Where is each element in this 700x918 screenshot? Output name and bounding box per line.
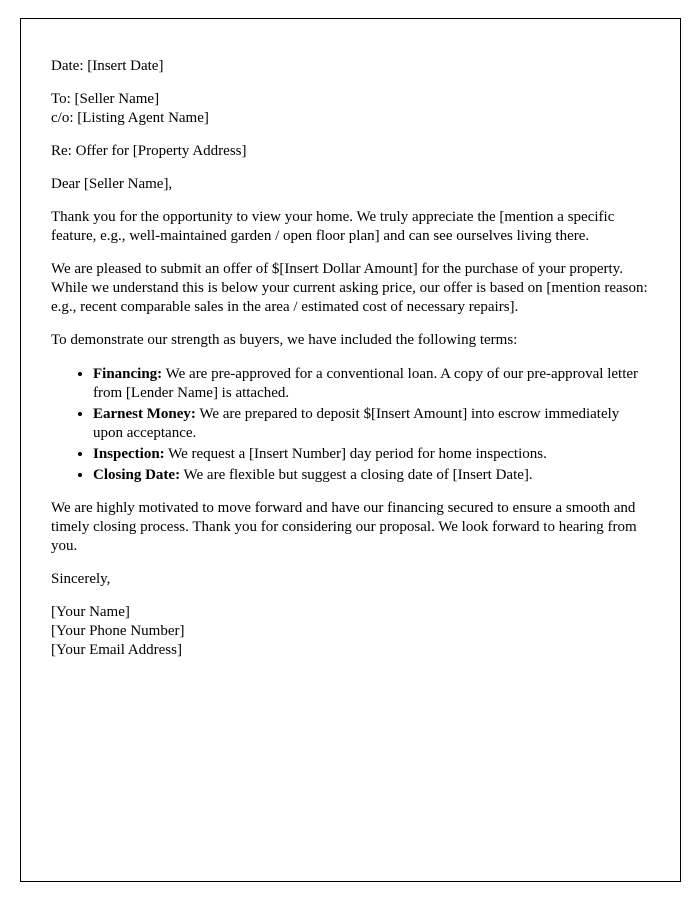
paragraph-offer: We are pleased to submit an offer of $[Insert Dollar Amount] for the purchase of your property. While we understand this is below your current asking price, our offer is based on [mention reason: e.g., recent comparable sales in the area / estimated cost of necessary repairs]. xyxy=(51,261,648,316)
valediction: Sincerely, xyxy=(51,570,111,587)
signature-name: [Your Name] xyxy=(51,603,130,620)
term-item-earnest-money xyxy=(93,405,650,443)
care-of-line: c/o: [Listing Agent Name] xyxy=(51,110,209,127)
paragraph-terms-lead: To demonstrate our strength as buyers, we have included the following terms: xyxy=(51,332,518,349)
paragraph-closing: We are highly motivated to move forward and have our financing secured to ensure a smooth and timely closing process. Thank you for considering our proposal. We look forward to hearing from you. xyxy=(51,499,637,554)
term-label: Closing Date: xyxy=(93,466,181,483)
date-line: Date: [Insert Date] xyxy=(51,58,164,74)
signature-phone: [Your Phone Number] xyxy=(51,623,185,640)
date-block xyxy=(51,57,650,76)
term-text: We are flexible but suggest a closing date of [Insert Date]. xyxy=(180,466,533,483)
term-text: We request a [Insert Number] day period for home inspections. xyxy=(164,445,547,462)
term-text: We are pre-approved for a conventional loan. A copy of our pre-approval letter from [Lender Name] is attached. xyxy=(93,365,639,401)
salutation: Dear [Seller Name], xyxy=(51,176,173,193)
term-label: Earnest Money: xyxy=(93,405,196,422)
paragraph-intro: Thank you for the opportunity to view your home. We truly appreciate the [mention a specific feature, e.g., well-maintained garden / open floor plan] and can see ourselves living there. xyxy=(51,209,615,245)
term-item-closing-date xyxy=(93,466,650,485)
to-line: To: [Seller Name] xyxy=(51,91,160,108)
terms-list xyxy=(51,365,650,485)
term-text: We are prepared to deposit $[Insert Amount] into escrow immediately upon acceptance. xyxy=(93,405,620,441)
term-label: Inspection: xyxy=(93,445,165,462)
term-item-financing xyxy=(93,365,650,403)
letter-page xyxy=(20,18,681,882)
signature-block xyxy=(51,603,650,660)
re-line: Re: Offer for [Property Address] xyxy=(51,143,247,160)
signature-email: [Your Email Address] xyxy=(51,642,182,659)
term-item-inspection xyxy=(93,445,650,464)
term-label: Financing: xyxy=(93,365,163,382)
subject-block xyxy=(51,142,650,161)
recipient-block xyxy=(51,90,650,128)
